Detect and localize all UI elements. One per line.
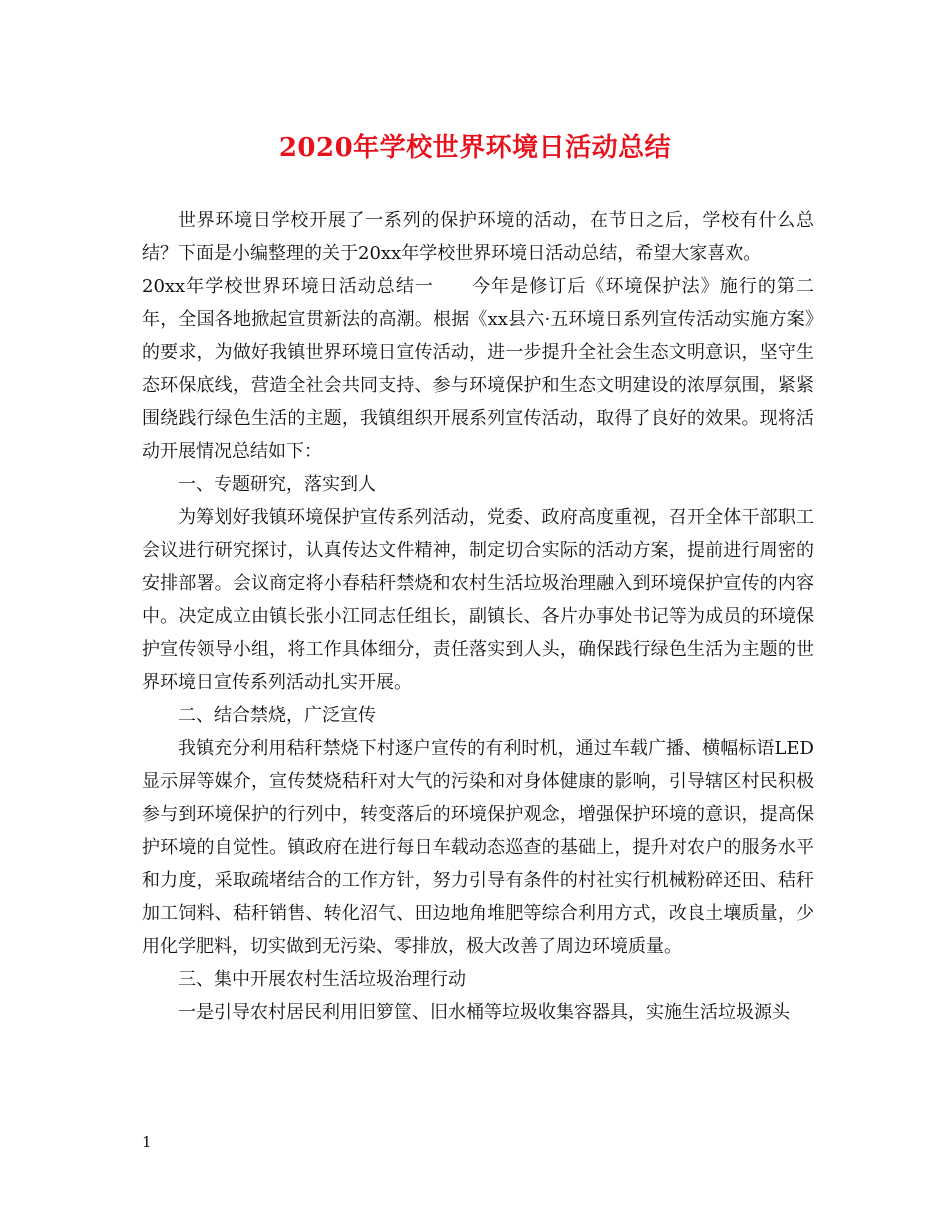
section-heading-2: 二、结合禁烧，广泛宣传 (178, 705, 376, 726)
summary-paragraph: 20xx年学校世界环境日活动总结一 今年是修订后《环境保护法》施行的第二年，全国各地掀起宣贯新法的高潮。根据《xx县六·五环境日系列宣传活动实施方案》的要求，为做好我镇世界环境日宣传活动，进一步提升全社会生态文明意识，坚守生态环保底线，营造全社会共同支持、参与环境保护和生态文明建设的浓厚氛围，紧紧围绕践行绿色生活的主题，我镇组织开展系列宣传活动，取得了良好的效果。现将活动开展情况总结如下： (142, 276, 814, 462)
section-heading-1: 一、专题研究，落实到人 (178, 474, 376, 495)
page-number: 1 (142, 1133, 152, 1151)
section-paragraph-2: 我镇充分利用秸秆禁烧下村逐户宣传的有利时机，通过车载广播、横幅标语LED显示屏等媒介，宣传焚烧秸秆对大气的污染和对身体健康的影响，引导辖区村民积极参与到环境保护的行列中，转变落后的环境保护观念，增强保护环境的意识，提高保护环境的自觉性。镇政府在进行每日车载动态巡查的基础上，提升对农户的服务水平和力度，采取疏堵结合的工作方针，努力引导有条件的村社实行机械粉碎还田、秸秆加工饲料、秸秆销售、转化沼气、田边地角堆肥等综合利用方式，改良土壤质量，少用化学肥料，切实做到无污染、零排放，极大改善了周边环境质量。 (142, 738, 814, 957)
document-title: 2020年学校世界环境日活动总结 (278, 133, 672, 163)
intro-paragraph: 世界环境日学校开展了一系列的保护环境的活动，在节日之后，学校有什么总结？下面是小编整理的关于20xx年学校世界环境日活动总结，希望大家喜欢。 (142, 210, 814, 264)
document-body (142, 204, 814, 1029)
section-paragraph-3: 一是引导农村居民利用旧箩筐、旧水桶等垃圾收集容器具，实施生活垃圾源头 (178, 1002, 790, 1023)
section-heading-3: 三、集中开展农村生活垃圾治理行动 (178, 969, 466, 990)
section-paragraph-1: 为筹划好我镇环境保护宣传系列活动，党委、政府高度重视，召开全体干部职工会议进行研究探讨，认真传达文件精神，制定切合实际的活动方案，提前进行周密的安排部署。会议商定将小春秸秆禁烧和农村生活垃圾治理融入到环境保护宣传的内容中。决定成立由镇长张小江同志任组长，副镇长、各片办事处书记等为成员的环境保护宣传领导小组，将工作具体细分，责任落实到人头，确保践行绿色生活为主题的世界环境日宣传系列活动扎实开展。 (142, 507, 814, 693)
